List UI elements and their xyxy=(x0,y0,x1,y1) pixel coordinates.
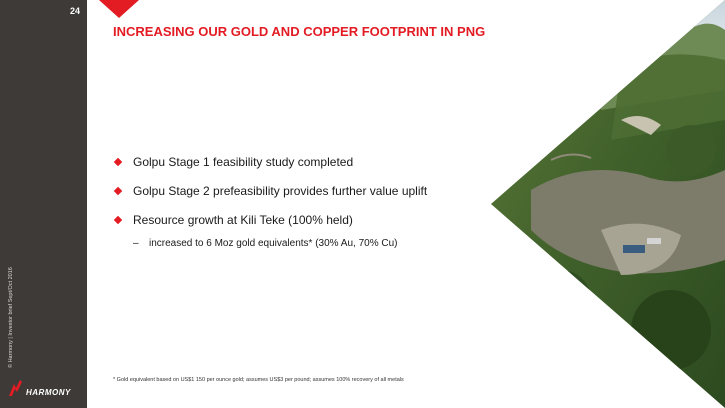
bullet-text: Golpu Stage 2 prefeasibility provides further value uplift xyxy=(133,184,428,198)
bullet-list xyxy=(114,155,427,249)
page-number: 24 xyxy=(69,6,80,16)
bullet-text: Resource growth at Kili Teke (100% held) xyxy=(133,213,353,227)
bullet-text: Golpu Stage 1 feasibility study completed xyxy=(133,155,354,169)
sub-bullet-text: increased to 6 Moz gold equivalents* (30% Au, 70% Cu) xyxy=(149,238,398,249)
logo-text: HARMONY xyxy=(26,388,71,397)
sidebar xyxy=(0,0,87,408)
harmony-logo xyxy=(6,378,82,398)
diamond-bullet-icon xyxy=(114,187,122,195)
chevron-decoration-icon xyxy=(99,0,139,18)
sub-list-item xyxy=(114,238,427,249)
mine-site-photo xyxy=(491,0,725,408)
footnote: * Gold equivalent based on US$1 150 per ounce gold; assumes US$3 per pound; assumes 100% recovery of all metals xyxy=(113,377,404,383)
sub-bullet-dash: – xyxy=(133,238,139,249)
diamond-bullet-icon xyxy=(114,158,122,166)
diamond-bullet-icon xyxy=(114,216,122,224)
copyright-text: © Harmony | Investor brief Sept/Oct 2016 xyxy=(8,267,14,368)
slide-title: INCREASING OUR GOLD AND COPPER FOOTPRINT IN PNG xyxy=(113,24,486,39)
list-item xyxy=(114,184,427,213)
list-item xyxy=(114,155,427,184)
harmony-logo-icon xyxy=(6,378,26,398)
